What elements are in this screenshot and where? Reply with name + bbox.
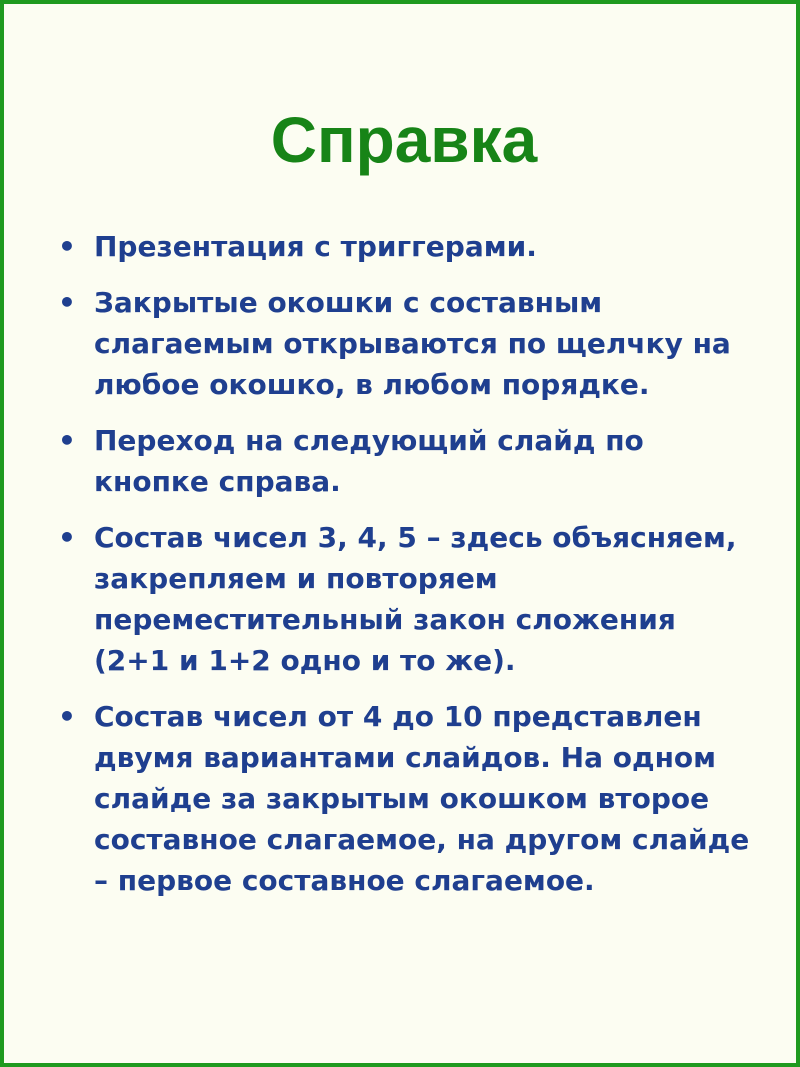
bullet-icon: • xyxy=(58,286,76,319)
bullet-text: Презентация с триггерами. xyxy=(94,230,537,263)
bullet-text: Состав чисел 3, 4, 5 – здесь объясняем, закрепляем и повторяем переместительный закон сложения (2+1 и 1+2 одно и то же). xyxy=(94,521,737,677)
bullet-item xyxy=(54,282,759,405)
bullet-text: Закрытые окошки с составным слагаемым открываются по щелчку на любое окошко, в любом порядке. xyxy=(94,286,731,401)
bullet-text: Состав чисел от 4 до 10 представлен двумя вариантами слайдов. На одном слайде за закрытым окошком второе составное слагаемое, на другом слайде – первое составное слагаемое. xyxy=(94,700,750,897)
bullet-item xyxy=(54,696,759,901)
bullet-icon: • xyxy=(58,521,76,554)
bullet-icon: • xyxy=(58,700,76,733)
bullet-icon: • xyxy=(58,424,76,457)
bullet-item xyxy=(54,226,759,267)
bullet-item xyxy=(54,420,759,502)
bullet-text: Переход на следующий слайд по кнопке справа. xyxy=(94,424,644,498)
bullet-item xyxy=(54,517,759,681)
bullet-icon: • xyxy=(58,230,76,263)
bullet-list xyxy=(54,226,759,916)
slide-title: Справка xyxy=(270,104,538,176)
